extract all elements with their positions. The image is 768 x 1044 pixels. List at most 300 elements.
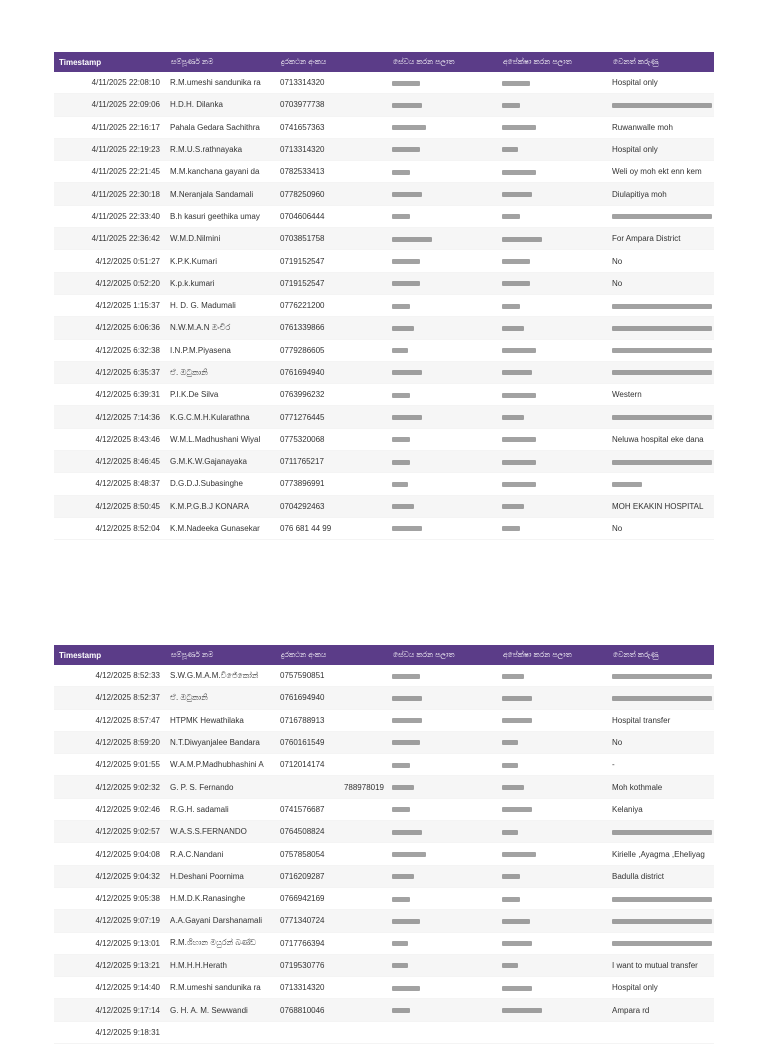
timestamp-cell[interactable]: 4/12/2025 9:14:40 (54, 977, 166, 999)
table-row[interactable] (54, 406, 714, 428)
phone-cell[interactable]: 0761694940 (276, 361, 388, 383)
timestamp-cell[interactable]: 4/12/2025 8:50:45 (54, 495, 166, 517)
current-area-cell[interactable] (388, 865, 498, 887)
requested-area-cell[interactable] (498, 272, 608, 294)
current-area-cell[interactable] (388, 228, 498, 250)
notes-text (612, 348, 712, 353)
current-area-text (392, 103, 422, 108)
requested-area-cell[interactable] (498, 317, 608, 339)
name-cell[interactable]: W.M.D.Nilmini (166, 228, 276, 250)
name-cell[interactable]: ඒ. ඔටුකානි (166, 687, 276, 709)
notes-cell[interactable] (608, 94, 714, 116)
requested-area-text (502, 304, 520, 309)
name-cell[interactable]: S.W.G.M.A.M.විජේකෝන් (166, 665, 276, 687)
timestamp-cell[interactable]: 4/11/2025 22:33:40 (54, 205, 166, 227)
name-cell[interactable]: M.M.kanchana gayani da (166, 161, 276, 183)
phone-cell[interactable]: 076 681 44 99 (276, 517, 388, 539)
notes-cell[interactable]: No (608, 250, 714, 272)
requested-area-cell[interactable] (498, 116, 608, 138)
timestamp-cell[interactable]: 4/12/2025 9:01:55 (54, 754, 166, 776)
name-cell[interactable]: H.M.H.H.Herath (166, 954, 276, 976)
table-row[interactable] (54, 687, 714, 709)
table-row[interactable] (54, 72, 714, 94)
col-header-name[interactable]: සම්පූර්ණ නම (166, 645, 276, 665)
phone-cell[interactable]: 0760161549 (276, 731, 388, 753)
col-header-notes[interactable]: වෙනත් කරුණු (608, 52, 714, 72)
table-row[interactable] (54, 294, 714, 316)
current-area-cell[interactable] (388, 731, 498, 753)
timestamp-cell[interactable]: 4/12/2025 9:17:14 (54, 999, 166, 1021)
requested-area-cell[interactable] (498, 977, 608, 999)
name-cell[interactable]: K.p.k.kumari (166, 272, 276, 294)
phone-cell[interactable]: 0773896991 (276, 473, 388, 495)
requested-area-cell[interactable] (498, 776, 608, 798)
notes-cell[interactable]: I want to mutual transfer (608, 954, 714, 976)
notes-cell[interactable] (608, 1021, 714, 1043)
current-area-cell[interactable] (388, 161, 498, 183)
phone-cell[interactable]: 0761694940 (276, 687, 388, 709)
phone-cell[interactable]: 0703977738 (276, 94, 388, 116)
timestamp-cell[interactable]: 4/12/2025 8:46:45 (54, 451, 166, 473)
requested-area-cell[interactable] (498, 954, 608, 976)
requested-area-cell[interactable] (498, 94, 608, 116)
notes-cell[interactable] (608, 887, 714, 909)
name-cell[interactable]: K.P.K.Kumari (166, 250, 276, 272)
table-row[interactable] (54, 999, 714, 1021)
requested-area-cell[interactable] (498, 1021, 608, 1043)
phone-cell[interactable]: 0717766394 (276, 932, 388, 954)
col-header-phone[interactable]: දුරකථන අංකය (276, 645, 388, 665)
name-cell[interactable]: G. P. S. Fernando (166, 776, 276, 798)
current-area-cell[interactable] (388, 250, 498, 272)
table-row[interactable] (54, 709, 714, 731)
current-area-cell[interactable] (388, 910, 498, 932)
current-area-cell[interactable] (388, 495, 498, 517)
name-cell[interactable]: K.M.Nadeeka Gunasekar (166, 517, 276, 539)
requested-area-cell[interactable] (498, 205, 608, 227)
timestamp-cell[interactable]: 4/12/2025 8:48:37 (54, 473, 166, 495)
requested-area-cell[interactable] (498, 910, 608, 932)
table-row[interactable] (54, 94, 714, 116)
table-row[interactable] (54, 776, 714, 798)
requested-area-cell[interactable] (498, 161, 608, 183)
phone-cell[interactable]: 0766942169 (276, 887, 388, 909)
notes-text (612, 370, 712, 375)
name-cell[interactable]: M.Neranjala Sandamali (166, 183, 276, 205)
name-cell[interactable] (166, 1021, 276, 1043)
phone-cell[interactable]: 788978019 (276, 776, 388, 798)
requested-area-cell[interactable] (498, 932, 608, 954)
current-area-text (392, 674, 420, 679)
current-area-cell[interactable] (388, 339, 498, 361)
requested-area-text (502, 807, 532, 812)
table-row[interactable] (54, 517, 714, 539)
notes-cell[interactable]: Hospital only (608, 977, 714, 999)
requested-area-cell[interactable] (498, 451, 608, 473)
phone-cell[interactable]: 0778250960 (276, 183, 388, 205)
table-row[interactable] (54, 384, 714, 406)
current-area-cell[interactable] (388, 272, 498, 294)
table-row[interactable] (54, 339, 714, 361)
phone-cell[interactable]: 0741576687 (276, 798, 388, 820)
name-cell[interactable]: HTPMK Hewathilaka (166, 709, 276, 731)
table-row[interactable] (54, 183, 714, 205)
name-cell[interactable]: K.G.C.M.H.Kularathna (166, 406, 276, 428)
name-cell[interactable]: B.h kasuri geethika umay (166, 205, 276, 227)
timestamp-cell[interactable]: 4/12/2025 0:52:20 (54, 272, 166, 294)
phone-cell[interactable]: 0713314320 (276, 138, 388, 160)
notes-cell[interactable] (608, 361, 714, 383)
current-area-cell[interactable] (388, 116, 498, 138)
phone-cell[interactable]: 0757590851 (276, 665, 388, 687)
current-area-cell[interactable] (388, 843, 498, 865)
phone-cell[interactable] (276, 1021, 388, 1043)
timestamp-cell[interactable]: 4/12/2025 1:15:37 (54, 294, 166, 316)
notes-cell[interactable]: No (608, 517, 714, 539)
table-row[interactable] (54, 1021, 714, 1043)
phone-cell[interactable]: 0761339866 (276, 317, 388, 339)
col-header-notes[interactable]: වෙනත් කරුණු (608, 645, 714, 665)
name-cell[interactable]: H.Deshani Poornima (166, 865, 276, 887)
current-area-text (392, 763, 410, 768)
name-cell[interactable]: N.W.M.A.N ඔංචිර (166, 317, 276, 339)
current-area-cell[interactable] (388, 954, 498, 976)
phone-cell[interactable]: 0719530776 (276, 954, 388, 976)
notes-cell[interactable] (608, 317, 714, 339)
phone-cell[interactable]: 0764508824 (276, 821, 388, 843)
name-cell[interactable]: G. H. A. M. Sewwandi (166, 999, 276, 1021)
table-row[interactable] (54, 665, 714, 687)
current-area-cell[interactable] (388, 451, 498, 473)
timestamp-cell[interactable]: 4/12/2025 8:52:04 (54, 517, 166, 539)
phone-cell[interactable]: 0776221200 (276, 294, 388, 316)
requested-area-cell[interactable] (498, 709, 608, 731)
name-cell[interactable]: R.A.C.Nandani (166, 843, 276, 865)
timestamp-cell[interactable]: 4/12/2025 6:35:37 (54, 361, 166, 383)
notes-cell[interactable]: Ruwanwalle moh (608, 116, 714, 138)
notes-cell[interactable]: Kirielle ,Ayagma ,Eheliyag (608, 843, 714, 865)
col-header-timestamp[interactable]: Timestamp (54, 645, 166, 665)
col-header-phone[interactable]: දුරකථන අංකය (276, 52, 388, 72)
name-cell[interactable]: H. D. G. Madumali (166, 294, 276, 316)
timestamp-cell[interactable]: 4/12/2025 9:05:38 (54, 887, 166, 909)
notes-cell[interactable]: For Ampara District (608, 228, 714, 250)
timestamp-cell[interactable]: 4/12/2025 9:02:57 (54, 821, 166, 843)
notes-cell[interactable]: Western (608, 384, 714, 406)
current-area-cell[interactable] (388, 406, 498, 428)
notes-cell[interactable] (608, 821, 714, 843)
col-header-name[interactable]: සම්පූර්ණ නම (166, 52, 276, 72)
timestamp-cell[interactable]: 4/11/2025 22:09:06 (54, 94, 166, 116)
current-area-cell[interactable] (388, 687, 498, 709)
timestamp-cell[interactable]: 4/12/2025 8:59:20 (54, 731, 166, 753)
name-cell[interactable]: H.D.H. Dilanka (166, 94, 276, 116)
timestamp-cell[interactable]: 4/12/2025 8:57:47 (54, 709, 166, 731)
current-area-cell[interactable] (388, 932, 498, 954)
requested-area-text (502, 348, 536, 353)
notes-cell[interactable]: Weli oy moh ekt enn kem (608, 161, 714, 183)
timestamp-cell[interactable]: 4/12/2025 9:13:21 (54, 954, 166, 976)
notes-text (612, 696, 712, 701)
notes-cell[interactable]: Badulla district (608, 865, 714, 887)
requested-area-text (502, 259, 530, 264)
table-row[interactable] (54, 317, 714, 339)
phone-cell[interactable]: 0712014174 (276, 754, 388, 776)
timestamp-cell[interactable]: 4/12/2025 8:52:33 (54, 665, 166, 687)
timestamp-cell[interactable]: 4/11/2025 22:30:18 (54, 183, 166, 205)
timestamp-cell[interactable]: 4/12/2025 9:07:19 (54, 910, 166, 932)
current-area-text (392, 941, 408, 946)
notes-cell[interactable]: Neluwa hospital eke dana (608, 428, 714, 450)
current-area-cell[interactable] (388, 1021, 498, 1043)
notes-cell[interactable] (608, 687, 714, 709)
timestamp-cell[interactable]: 4/12/2025 9:13:01 (54, 932, 166, 954)
name-cell[interactable]: W.M.L.Madhushani Wiyal (166, 428, 276, 450)
requested-area-text (502, 986, 532, 991)
timestamp-cell[interactable]: 4/12/2025 8:43:46 (54, 428, 166, 450)
table-row[interactable] (54, 731, 714, 753)
table-row[interactable] (54, 250, 714, 272)
phone-cell[interactable]: 0763996232 (276, 384, 388, 406)
phone-cell[interactable]: 0716209287 (276, 865, 388, 887)
name-cell[interactable]: H.M.D.K.Ranasinghe (166, 887, 276, 909)
requested-area-cell[interactable] (498, 865, 608, 887)
name-cell[interactable]: N.T.Diwyanjalee Bandara (166, 731, 276, 753)
requested-area-cell[interactable] (498, 731, 608, 753)
notes-cell[interactable]: Ampara rd (608, 999, 714, 1021)
name-cell[interactable]: K.M.P.G.B.J KONARA (166, 495, 276, 517)
timestamp-cell[interactable]: 4/12/2025 8:52:37 (54, 687, 166, 709)
table-row[interactable] (54, 865, 714, 887)
name-cell[interactable]: R.G.H. sadamali (166, 798, 276, 820)
phone-cell[interactable]: 0775320068 (276, 428, 388, 450)
current-area-cell[interactable] (388, 183, 498, 205)
current-area-cell[interactable] (388, 294, 498, 316)
timestamp-cell[interactable]: 4/12/2025 6:39:31 (54, 384, 166, 406)
phone-cell[interactable]: 0757858054 (276, 843, 388, 865)
notes-cell[interactable]: Kelaniya (608, 798, 714, 820)
requested-area-cell[interactable] (498, 138, 608, 160)
current-area-cell[interactable] (388, 428, 498, 450)
timestamp-cell[interactable]: 4/12/2025 9:02:46 (54, 798, 166, 820)
timestamp-cell[interactable]: 4/11/2025 22:21:45 (54, 161, 166, 183)
table-row[interactable] (54, 138, 714, 160)
requested-area-cell[interactable] (498, 339, 608, 361)
current-area-text (392, 830, 422, 835)
timestamp-cell[interactable]: 4/12/2025 6:06:36 (54, 317, 166, 339)
notes-cell[interactable]: MOH EKAKIN HOSPITAL (608, 495, 714, 517)
requested-area-cell[interactable] (498, 228, 608, 250)
current-area-cell[interactable] (388, 709, 498, 731)
notes-cell[interactable]: Moh kothmale (608, 776, 714, 798)
name-cell[interactable]: R.M.umeshi sandunika ra (166, 72, 276, 94)
notes-text (612, 830, 712, 835)
current-area-cell[interactable] (388, 317, 498, 339)
timestamp-cell[interactable]: 4/12/2025 6:32:38 (54, 339, 166, 361)
timestamp-cell[interactable]: 4/11/2025 22:36:42 (54, 228, 166, 250)
current-area-cell[interactable] (388, 887, 498, 909)
current-area-cell[interactable] (388, 205, 498, 227)
current-area-cell[interactable] (388, 754, 498, 776)
phone-cell[interactable]: 0716788913 (276, 709, 388, 731)
phone-cell[interactable]: 0719152547 (276, 272, 388, 294)
phone-cell[interactable]: 0741657363 (276, 116, 388, 138)
timestamp-cell[interactable]: 4/12/2025 9:02:32 (54, 776, 166, 798)
current-area-cell[interactable] (388, 977, 498, 999)
table-row[interactable] (54, 843, 714, 865)
phone-cell[interactable]: 0768810046 (276, 999, 388, 1021)
current-area-text (392, 897, 410, 902)
phone-cell[interactable]: 0704292463 (276, 495, 388, 517)
requested-area-cell[interactable] (498, 517, 608, 539)
requested-area-cell[interactable] (498, 473, 608, 495)
notes-cell[interactable] (608, 665, 714, 687)
table-row[interactable] (54, 932, 714, 954)
timestamp-cell[interactable]: 4/11/2025 22:19:23 (54, 138, 166, 160)
table-row[interactable] (54, 272, 714, 294)
requested-area-cell[interactable] (498, 887, 608, 909)
notes-cell[interactable] (608, 294, 714, 316)
requested-area-cell[interactable] (498, 183, 608, 205)
requested-area-cell[interactable] (498, 843, 608, 865)
col-header-current-area[interactable]: සේවය කරන පලාත (388, 645, 498, 665)
table-row[interactable] (54, 451, 714, 473)
notes-cell[interactable]: No (608, 272, 714, 294)
phone-cell[interactable]: 0711765217 (276, 451, 388, 473)
notes-cell[interactable] (608, 406, 714, 428)
table-row[interactable] (54, 428, 714, 450)
current-area-cell[interactable] (388, 361, 498, 383)
requested-area-cell[interactable] (498, 687, 608, 709)
table-row[interactable] (54, 821, 714, 843)
phone-cell[interactable]: 0704606444 (276, 205, 388, 227)
table-row[interactable] (54, 361, 714, 383)
requested-area-cell[interactable] (498, 665, 608, 687)
table-row[interactable] (54, 116, 714, 138)
current-area-text (392, 718, 422, 723)
name-cell[interactable]: A.A.Gayani Darshanamali (166, 910, 276, 932)
responses-table-1 (54, 52, 714, 540)
current-area-cell[interactable] (388, 72, 498, 94)
notes-cell[interactable] (608, 473, 714, 495)
table-row[interactable] (54, 977, 714, 999)
name-cell[interactable]: D.G.D.J.Subasinghe (166, 473, 276, 495)
requested-area-cell[interactable] (498, 999, 608, 1021)
timestamp-cell[interactable]: 4/12/2025 7:14:36 (54, 406, 166, 428)
current-area-text (392, 348, 408, 353)
requested-area-cell[interactable] (498, 250, 608, 272)
name-cell[interactable]: P.I.K.De Silva (166, 384, 276, 406)
requested-area-cell[interactable] (498, 72, 608, 94)
name-cell[interactable]: W.A.M.P.Madhubhashini A (166, 754, 276, 776)
current-area-cell[interactable] (388, 821, 498, 843)
requested-area-text (502, 237, 542, 242)
requested-area-cell[interactable] (498, 798, 608, 820)
current-area-cell[interactable] (388, 798, 498, 820)
notes-cell[interactable]: Hospital only (608, 72, 714, 94)
table-row[interactable] (54, 205, 714, 227)
notes-cell[interactable]: Diulapitiya moh (608, 183, 714, 205)
table-row[interactable] (54, 910, 714, 932)
current-area-cell[interactable] (388, 665, 498, 687)
phone-cell[interactable]: 0771276445 (276, 406, 388, 428)
table-row[interactable] (54, 887, 714, 909)
timestamp-cell[interactable]: 4/11/2025 22:08:10 (54, 72, 166, 94)
table-row[interactable] (54, 161, 714, 183)
col-header-current-area[interactable]: සේවය කරන පලාත (388, 52, 498, 72)
notes-cell[interactable] (608, 451, 714, 473)
timestamp-cell[interactable]: 4/12/2025 0:51:27 (54, 250, 166, 272)
requested-area-cell[interactable] (498, 495, 608, 517)
requested-area-cell[interactable] (498, 361, 608, 383)
phone-cell[interactable]: 0703851758 (276, 228, 388, 250)
current-area-cell[interactable] (388, 776, 498, 798)
notes-cell[interactable]: Hospital only (608, 138, 714, 160)
name-cell[interactable]: R.M.umeshi sandunika ra (166, 977, 276, 999)
requested-area-text (502, 963, 518, 968)
notes-cell[interactable]: - (608, 754, 714, 776)
current-area-cell[interactable] (388, 94, 498, 116)
timestamp-cell[interactable]: 4/11/2025 22:16:17 (54, 116, 166, 138)
notes-cell[interactable]: Hospital transfer (608, 709, 714, 731)
current-area-cell[interactable] (388, 473, 498, 495)
notes-cell[interactable] (608, 910, 714, 932)
table-row[interactable] (54, 754, 714, 776)
name-cell[interactable]: W.A.S.S.FERNANDO (166, 821, 276, 843)
current-area-cell[interactable] (388, 384, 498, 406)
requested-area-cell[interactable] (498, 406, 608, 428)
notes-cell[interactable] (608, 339, 714, 361)
table-row[interactable] (54, 473, 714, 495)
requested-area-cell[interactable] (498, 754, 608, 776)
phone-cell[interactable]: 0782533413 (276, 161, 388, 183)
current-area-cell[interactable] (388, 138, 498, 160)
phone-cell[interactable]: 0771340724 (276, 910, 388, 932)
timestamp-cell[interactable]: 4/12/2025 9:18:31 (54, 1021, 166, 1043)
name-cell[interactable]: I.N.P.M.Piyasena (166, 339, 276, 361)
phone-cell[interactable]: 0713314320 (276, 72, 388, 94)
table-row[interactable] (54, 954, 714, 976)
phone-cell[interactable]: 0713314320 (276, 977, 388, 999)
table-row[interactable] (54, 798, 714, 820)
phone-cell[interactable]: 0779286605 (276, 339, 388, 361)
requested-area-text (502, 214, 520, 219)
current-area-cell[interactable] (388, 999, 498, 1021)
timestamp-cell[interactable]: 4/12/2025 9:04:08 (54, 843, 166, 865)
col-header-requested-area[interactable]: අපේක්ෂා කරන පලාත (498, 645, 608, 665)
requested-area-cell[interactable] (498, 294, 608, 316)
requested-area-text (502, 170, 536, 175)
phone-cell[interactable]: 0719152547 (276, 250, 388, 272)
name-cell[interactable]: ඒ. ඔටුකානි (166, 361, 276, 383)
table-row[interactable] (54, 495, 714, 517)
current-area-cell[interactable] (388, 517, 498, 539)
col-header-requested-area[interactable]: අපේක්ෂා කරන පලාත (498, 52, 608, 72)
notes-cell[interactable] (608, 205, 714, 227)
timestamp-cell[interactable]: 4/12/2025 9:04:32 (54, 865, 166, 887)
notes-cell[interactable]: No (608, 731, 714, 753)
name-cell[interactable]: Pahala Gedara Sachithra (166, 116, 276, 138)
name-cell[interactable]: G.M.K.W.Gajanayaka (166, 451, 276, 473)
requested-area-cell[interactable] (498, 821, 608, 843)
col-header-timestamp[interactable]: Timestamp (54, 52, 166, 72)
notes-cell[interactable] (608, 932, 714, 954)
requested-area-cell[interactable] (498, 428, 608, 450)
table-row[interactable] (54, 228, 714, 250)
requested-area-cell[interactable] (498, 384, 608, 406)
name-cell[interactable]: R.M.ශිහාන මයුරන් බණ්ඩ (166, 932, 276, 954)
name-cell[interactable]: R.M.U.S.rathnayaka (166, 138, 276, 160)
